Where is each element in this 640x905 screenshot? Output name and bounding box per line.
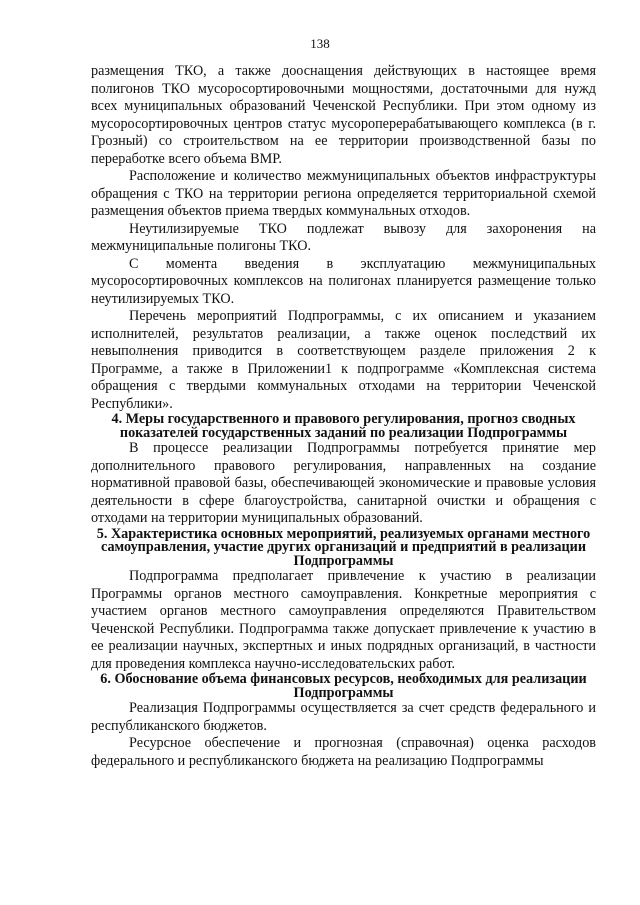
section-6-heading: 6. Обоснование объема финансовых ресурсов, необходимых для реализации Подпрограммы (100, 671, 587, 701)
section-5-heading: 5. Характеристика основных мероприятий, реализуемых органами местного самоуправления, участие других организаций и предприятий в реализации Подпрограммы (96, 525, 591, 569)
paragraph: Перечень мероприятий Подпрограммы, с их описанием и указанием исполнителей, результатов реализации, а также оценок последствий их невыполнения приводится в соответствующем разделе приложения 2 к Программе, а также в Приложении1 к подпрограмме «Комплексная система обращения с твердыми коммунальных отходами на территории Чеченской Республики». (91, 308, 596, 412)
page-number: 138 (310, 36, 330, 51)
paragraph: Неутилизируемые ТКО подлежат вывозу для захоронения на межмуниципальные полигоны ТКО. (91, 220, 596, 254)
paragraph: В процессе реализации Подпрограммы потребуется принятие мер дополнительного правового регулирования, направленных на создание нормативной правовой базы, обеспечивающей экономические и правовые условия деятельности в сфере благоустройства, санитарной очистки и обращения с отходами на территории муниципальных образований. (91, 440, 596, 526)
paragraph: С момента введения в эксплуатацию межмуниципальных мусоросортировочных комплексов на полигонах планируется размещение только неутилизируемых ТКО. (91, 255, 596, 307)
paragraph: Реализация Подпрограммы осуществляется за счет средств федерального и республиканского бюджетов. (91, 700, 596, 734)
paragraph: размещения ТКО, а также дооснащения действующих в настоящее время полигонов ТКО мусоросортировочными мощностями, достаточными для нужд всех муниципальных образований Чеченской Республики. При этом одному из мусоросортировочных центров статус мусороперерабатывающего комплекса (в г. Грозный) со строительством на ее территории производственной базы по переработке всего объема ВМР. (91, 63, 596, 167)
paragraph: Подпрограмма предполагает привлечение к участию в реализации Программы органов местного самоуправления. Конкретные мероприятия с участием органов местного самоуправления определяются Правительством Чеченской Республики. Подпрограмма также допускает привлечение к участию в ее реализации научных, экспертных и иных подрядных организаций, в частности для проведения комплекса научно-исследовательских работ. (91, 568, 596, 672)
paragraph: Ресурсное обеспечение и прогнозная (справочная) оценка расходов федерального и республиканского бюджета на реализацию Подпрограммы (91, 735, 596, 769)
paragraph: Расположение и количество межмуниципальных объектов инфраструктуры обращения с ТКО на территории региона определяется территориальной схемой размещения объектов приема твердых коммунальных отходов. (91, 168, 596, 219)
section-4-heading: 4. Меры государственного и правового регулирования, прогноз сводных показателей государственных заданий по реализации Подпрограммы (111, 411, 576, 441)
page-body (91, 63, 596, 770)
